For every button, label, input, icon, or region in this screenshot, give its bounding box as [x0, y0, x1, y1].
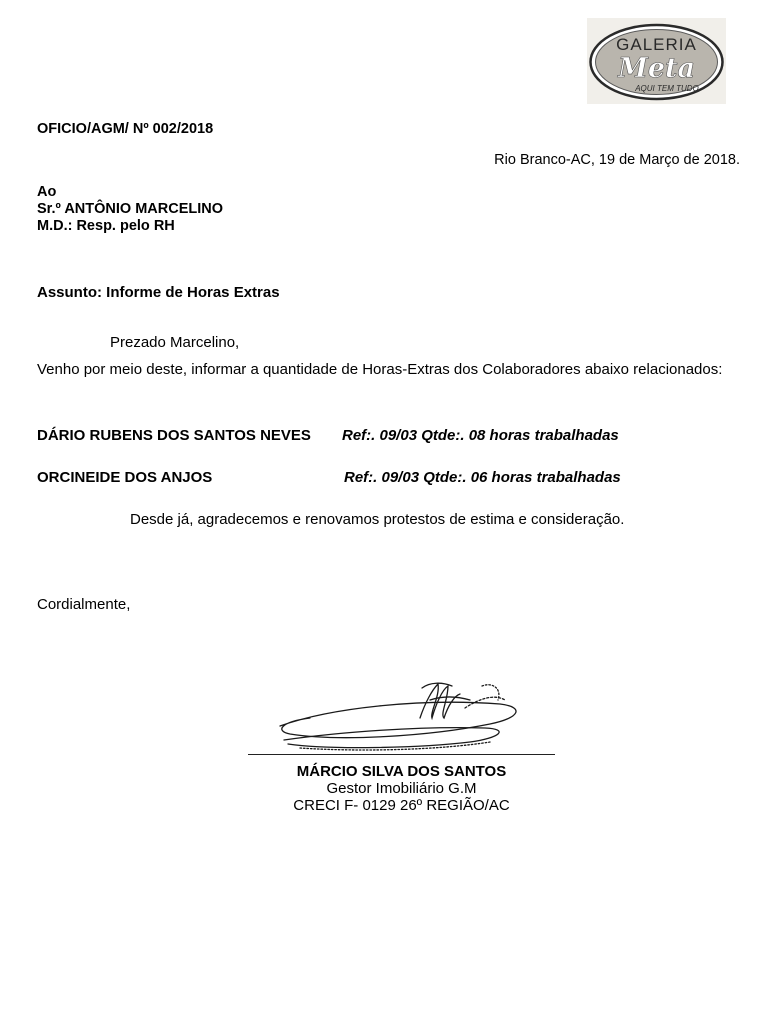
- logo-line2: Meta: [617, 53, 696, 84]
- thanks-paragraph: Desde já, agradecemos e renovamos protestos de estima e consideração.: [130, 511, 625, 528]
- closing: Cordialmente,: [37, 596, 131, 613]
- intro-paragraph: Venho por meio deste, informar a quantidade de Horas-Extras dos Colaboradores abaixo relacionados:: [37, 361, 723, 378]
- recipient-role: M.D.: Resp. pelo RH: [37, 218, 175, 234]
- employee-name: DÁRIO RUBENS DOS SANTOS NEVES: [37, 427, 311, 444]
- subject-line: Assunto: Informe de Horas Extras: [37, 284, 280, 301]
- recipient-line1: Ao: [37, 184, 57, 200]
- logo-tagline: AQUI TEM TUDO: [635, 84, 699, 93]
- logo-line1: GALERIA: [616, 35, 697, 54]
- greeting: Prezado Marcelino,: [110, 334, 240, 351]
- signatory-block: [248, 763, 555, 814]
- employee-hours: Ref:. 09/03 Qtde:. 08 horas trabalhadas: [342, 427, 619, 444]
- company-logo: [587, 18, 726, 104]
- signature-line: [248, 754, 555, 755]
- employee-hours: Ref:. 09/03 Qtde:. 06 horas trabalhadas: [344, 469, 621, 486]
- handwritten-signature: [270, 678, 540, 762]
- document-number: OFICIO/AGM/ Nº 002/2018: [37, 121, 214, 137]
- recipient-name: Sr.º ANTÔNIO MARCELINO: [37, 201, 224, 217]
- signatory-role: Gestor Imobiliário G.M: [326, 780, 477, 797]
- employee-name: ORCINEIDE DOS ANJOS: [37, 469, 213, 486]
- signatory-registry: CRECI F- 0129 26º REGIÃO/AC: [293, 797, 510, 814]
- signatory-name: MÁRCIO SILVA DOS SANTOS: [296, 763, 507, 780]
- recipient-block: [37, 184, 223, 235]
- document-date: Rio Branco-AC, 19 de Março de 2018.: [494, 152, 740, 168]
